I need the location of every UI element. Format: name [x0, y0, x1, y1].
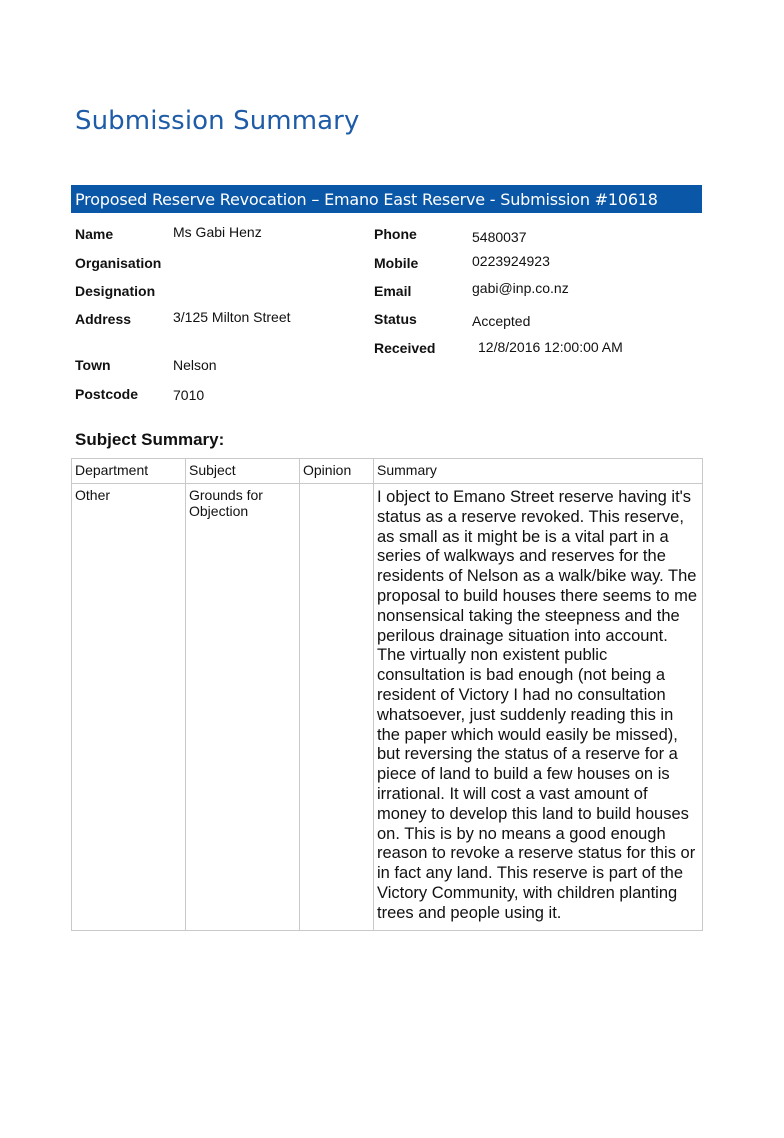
mobile-value: 0223924923	[472, 253, 550, 269]
received-label: Received	[374, 340, 436, 356]
address-label: Address	[75, 311, 132, 327]
column-header-department: Department	[72, 459, 186, 484]
subject-cell: Grounds for Objection	[186, 484, 300, 931]
table-header-row	[72, 459, 703, 484]
phone-value: 5480037	[472, 229, 527, 245]
column-header-summary: Summary	[374, 459, 703, 484]
column-header-opinion: Opinion	[300, 459, 374, 484]
name-value: Ms Gabi Henz	[173, 224, 262, 240]
opinion-cell	[300, 484, 374, 931]
organisation-label: Organisation	[75, 255, 162, 271]
submission-banner: Proposed Reserve Revocation – Emano East Reserve - Submission #10618	[71, 185, 702, 213]
email-label: Email	[374, 283, 412, 299]
address-value: 3/125 Milton Street	[173, 309, 291, 325]
page-title: Submission Summary	[75, 106, 360, 136]
status-value: Accepted	[472, 313, 531, 329]
received-value: 12/8/2016 12:00:00 AM	[478, 339, 623, 355]
town-label: Town	[75, 357, 111, 373]
subject-summary-table	[71, 458, 703, 931]
mobile-label: Mobile	[374, 255, 419, 271]
postcode-label: Postcode	[75, 386, 139, 402]
subject-summary-heading: Subject Summary:	[75, 430, 225, 449]
name-label: Name	[75, 226, 114, 242]
town-value: Nelson	[173, 357, 217, 373]
designation-label: Designation	[75, 283, 156, 299]
summary-cell: I object to Emano Street reserve having it's status as a reserve revoked. This reserve, as small as it might be is a vital part in a series of walkways and reserves for the residents of Nelson as a walk/bike way. The proposal to build houses there seems to me nonsensical taking the steepness and the perilous drainage situation into account. The virtually non existent public consultation is bad enough (not being a resident of Victory I had no consultation whatsoever, just suddenly reading this in the paper which would easily be missed), but reversing the status of a reserve for a piece of land to build a few houses on is irrational. It will cost a vast amount of money to develop this land to build houses on. This is by no means a good enough reason to revoke a reserve status for this or in fact any land. This reserve is part of the Victory Community, with children planting trees and people using it.	[374, 484, 703, 931]
status-label: Status	[374, 311, 417, 327]
column-header-subject: Subject	[186, 459, 300, 484]
department-cell: Other	[72, 484, 186, 931]
email-value: gabi@inp.co.nz	[472, 280, 569, 296]
phone-label: Phone	[374, 226, 417, 242]
table-row	[72, 484, 703, 931]
postcode-value: 7010	[173, 387, 205, 403]
